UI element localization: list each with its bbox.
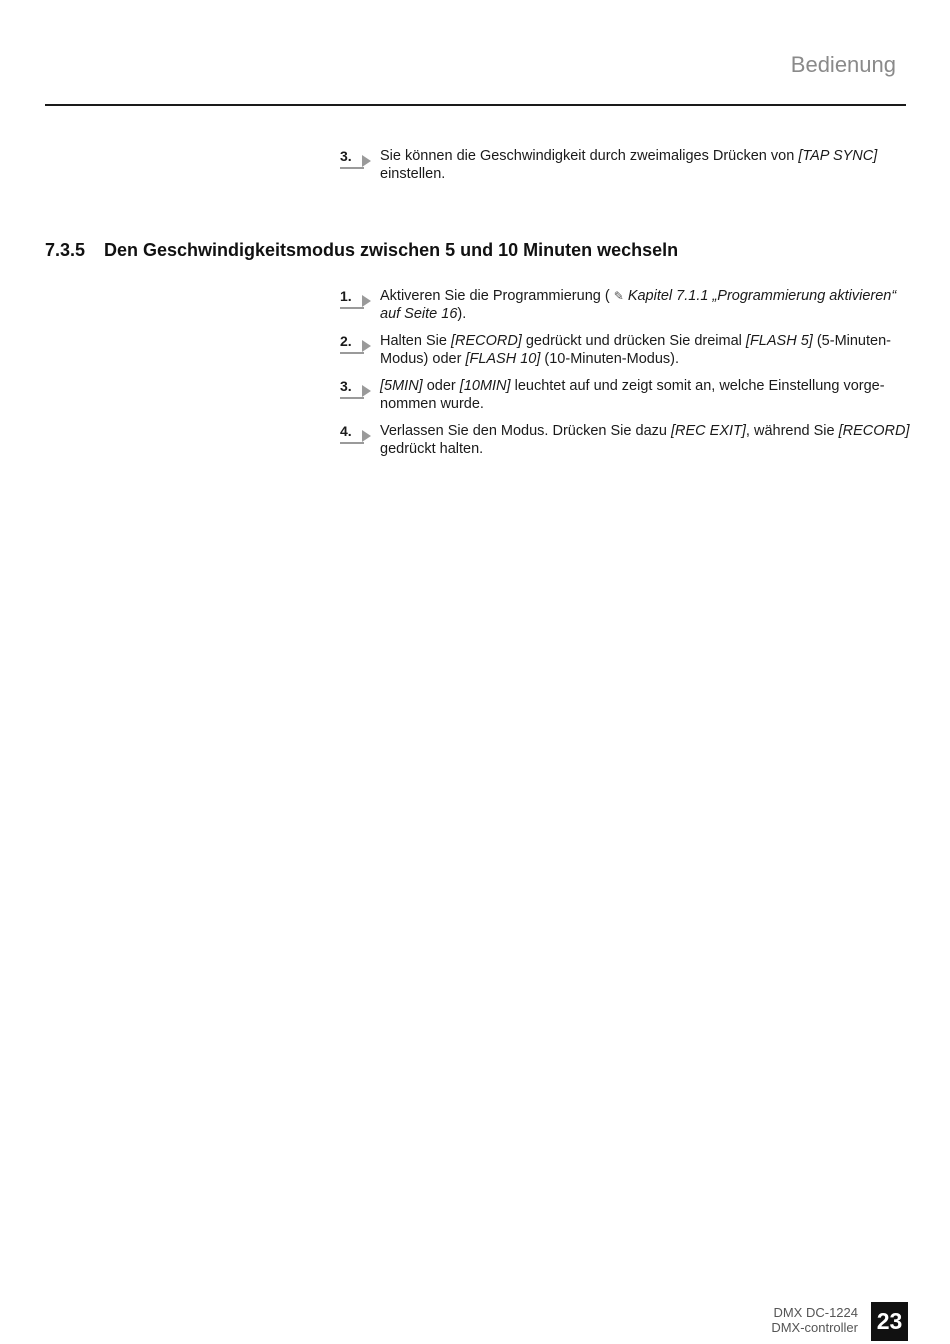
key-label: [5MIN] [380, 378, 423, 394]
text-segment: Halten Sie [380, 333, 451, 349]
section-title: Den Geschwindigkeitsmodus zwischen 5 und 10 Minuten wechseln [104, 240, 679, 260]
step-item-1 [340, 288, 910, 323]
arrow-right-icon [362, 155, 371, 167]
step-text [380, 148, 910, 183]
arrow-right-icon [362, 430, 371, 442]
header-divider [45, 104, 906, 106]
text-segment: (5-Minuten-Modus) oder [380, 333, 891, 367]
key-label: [FLASH 5] [745, 333, 813, 349]
key-label: [REC EXIT] [670, 423, 746, 439]
step-text [380, 288, 910, 323]
step-item-4 [340, 423, 910, 458]
arrow-right-icon [362, 295, 371, 307]
reference-icon: ✎ [613, 289, 624, 303]
footer-product-info [771, 1305, 858, 1335]
step-marker [340, 423, 380, 443]
text-segment: gedrückt halten. [380, 440, 484, 457]
step-item-3 [340, 378, 910, 413]
arrow-right-icon [362, 340, 371, 352]
key-label: [10MIN] [459, 378, 511, 394]
text-segment: Aktiveren Sie die Programmierung ( [380, 288, 614, 304]
text-segment: , während Sie [745, 423, 839, 439]
step-marker [340, 333, 380, 353]
chapter-reference-link[interactable]: Kapitel 7.1.1 „Programmierung aktivieren“ auf Seite 16 [380, 288, 897, 322]
step-underline [340, 397, 364, 399]
text-segment: einstellen. [380, 165, 446, 182]
step-number: 2. [340, 333, 352, 349]
step-number: 3. [340, 148, 352, 164]
text-segment: Verlassen Sie den Modus. Drücken Sie dazu [380, 423, 671, 439]
text-segment: Sie können die Geschwindigkeit durch zweimaliges Drücken von [380, 148, 799, 164]
text-segment: gedrückt und drücken Sie dreimal [521, 333, 746, 349]
footer-product: DMX-controller [771, 1320, 858, 1335]
text-segment: oder [422, 378, 460, 394]
step-underline [340, 307, 364, 309]
arrow-right-icon [362, 385, 371, 397]
step-marker [340, 148, 380, 168]
key-label: [FLASH 10] [465, 350, 541, 367]
page-number-badge: 23 [871, 1302, 908, 1341]
step-underline [340, 167, 364, 169]
step-number: 3. [340, 378, 352, 394]
page-header-title: Bedienung [790, 52, 896, 77]
step-text [380, 423, 910, 458]
text-segment: ). [457, 305, 467, 322]
step-text [380, 378, 910, 413]
key-label: [TAP SYNC] [798, 148, 878, 164]
step-underline [340, 442, 364, 444]
text-segment: leuchtet auf und zeigt somit an, welche Einstellung vorgenommen wurde. [380, 378, 885, 412]
footer-model: DMX DC-1224 [773, 1305, 858, 1320]
section-number: 7.3.5 [45, 240, 86, 260]
step-number: 1. [340, 288, 352, 304]
step-number: 4. [340, 423, 352, 439]
key-label: [RECORD] [450, 333, 522, 349]
step-item-2 [340, 333, 910, 368]
step-text [380, 333, 910, 368]
section-heading [45, 240, 678, 261]
key-label: [RECORD] [838, 423, 910, 439]
step-marker [340, 288, 380, 308]
step-item-top-3 [340, 148, 910, 183]
step-marker [340, 378, 380, 398]
text-segment: (10-Minuten-Modus). [540, 350, 679, 367]
step-underline [340, 352, 364, 354]
